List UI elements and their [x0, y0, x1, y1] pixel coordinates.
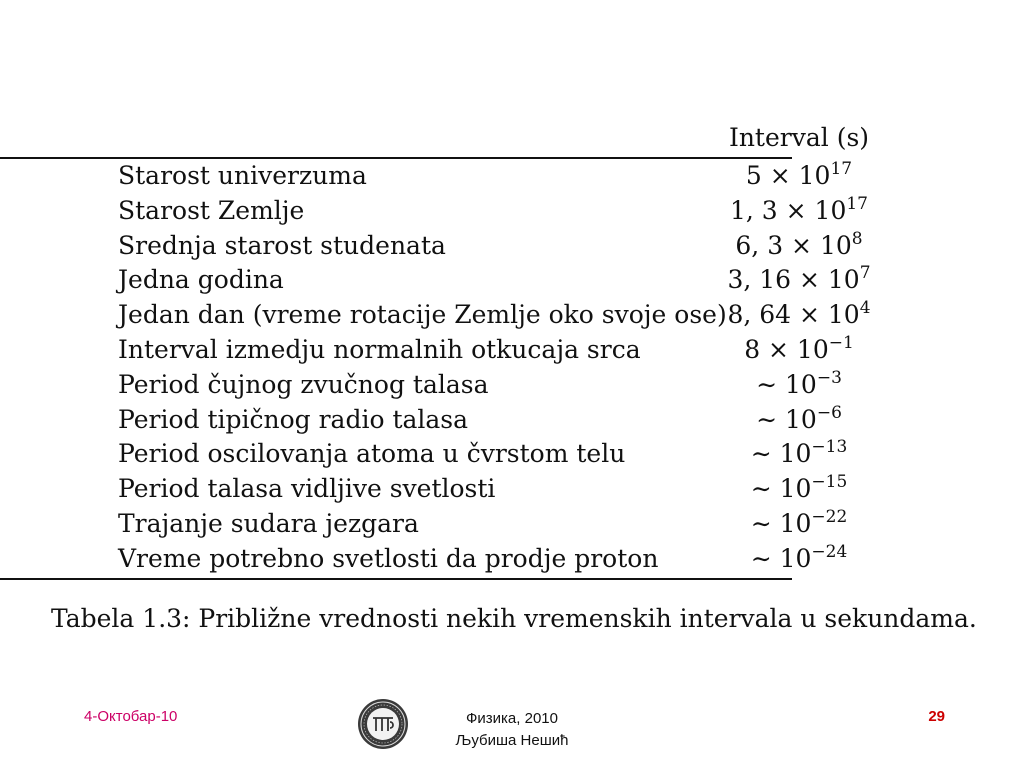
- row-value: $8 \times 10^{-1}$: [744, 332, 854, 364]
- table-row: [103, 471, 895, 506]
- row-description: Vreme potrebno svetlosti da prodje proton: [118, 543, 659, 573]
- row-description: Jedna godina: [118, 265, 284, 295]
- data-table: [103, 120, 895, 156]
- table-row: [103, 228, 895, 263]
- row-description: Period oscilovanja atoma u čvrstom telu: [118, 439, 626, 469]
- table-row: [103, 402, 895, 437]
- table-row: [103, 506, 895, 541]
- row-value: ∼ $10^{-24}$: [750, 541, 848, 573]
- row-value: 1, $3 \times 10^{17}$: [730, 193, 868, 225]
- table-row: [103, 332, 895, 367]
- row-value: 6, $3 \times 10^8$: [735, 228, 863, 260]
- row-value: ∼ $10^{-6}$: [756, 402, 842, 434]
- row-description: Jedan dan (vreme rotacije Zemlje oko svoje ose): [118, 300, 727, 330]
- table-body: [103, 158, 895, 576]
- row-value: ∼ $10^{-3}$: [756, 367, 842, 399]
- row-value: ∼ $10^{-22}$: [750, 506, 848, 538]
- table-row: [103, 541, 895, 576]
- row-value: $5 \times 10^{17}$: [745, 159, 853, 190]
- row-description: Starost univerzuma: [118, 161, 367, 190]
- table-row: [103, 262, 895, 297]
- table-header-row: [103, 120, 895, 156]
- row-value: 8, $64 \times 10^4$: [727, 298, 871, 330]
- table-row: [103, 436, 895, 471]
- table-row: [103, 158, 895, 193]
- footer-date: 4-Октобар-10: [84, 708, 178, 725]
- footer-author: Љубиша Нешић: [455, 732, 569, 749]
- table-caption: Tabela 1.3: Približne vrednosti nekih vremenskih intervala u sekundama.: [51, 604, 977, 633]
- table-row: [103, 297, 895, 332]
- table-row: [103, 367, 895, 402]
- page-number: 29: [928, 708, 945, 725]
- row-description: Period tipičnog radio talasa: [118, 404, 469, 434]
- header-interval: Interval (s): [728, 123, 870, 152]
- faculty-logo-icon: [357, 698, 409, 750]
- row-description: Starost Zemlje: [118, 195, 305, 225]
- footer-course: Физика, 2010: [466, 710, 558, 727]
- row-description: Srednja starost studenata: [118, 230, 446, 260]
- row-value: ∼ $10^{-15}$: [750, 472, 848, 504]
- footer-course-info: [437, 708, 587, 752]
- row-description: Period talasa vidljive svetlosti: [118, 474, 496, 504]
- row-description: Interval izmedju normalnih otkucaja srca: [118, 334, 641, 364]
- table-row: [103, 193, 895, 228]
- row-value: ∼ $10^{-13}$: [750, 437, 848, 469]
- table-bottom-rule: [0, 578, 792, 580]
- row-description: Trajanje sudara jezgara: [118, 508, 419, 538]
- row-value: 3, $16 \times 10^7$: [727, 263, 871, 295]
- row-description: Period čujnog zvučnog talasa: [118, 369, 489, 399]
